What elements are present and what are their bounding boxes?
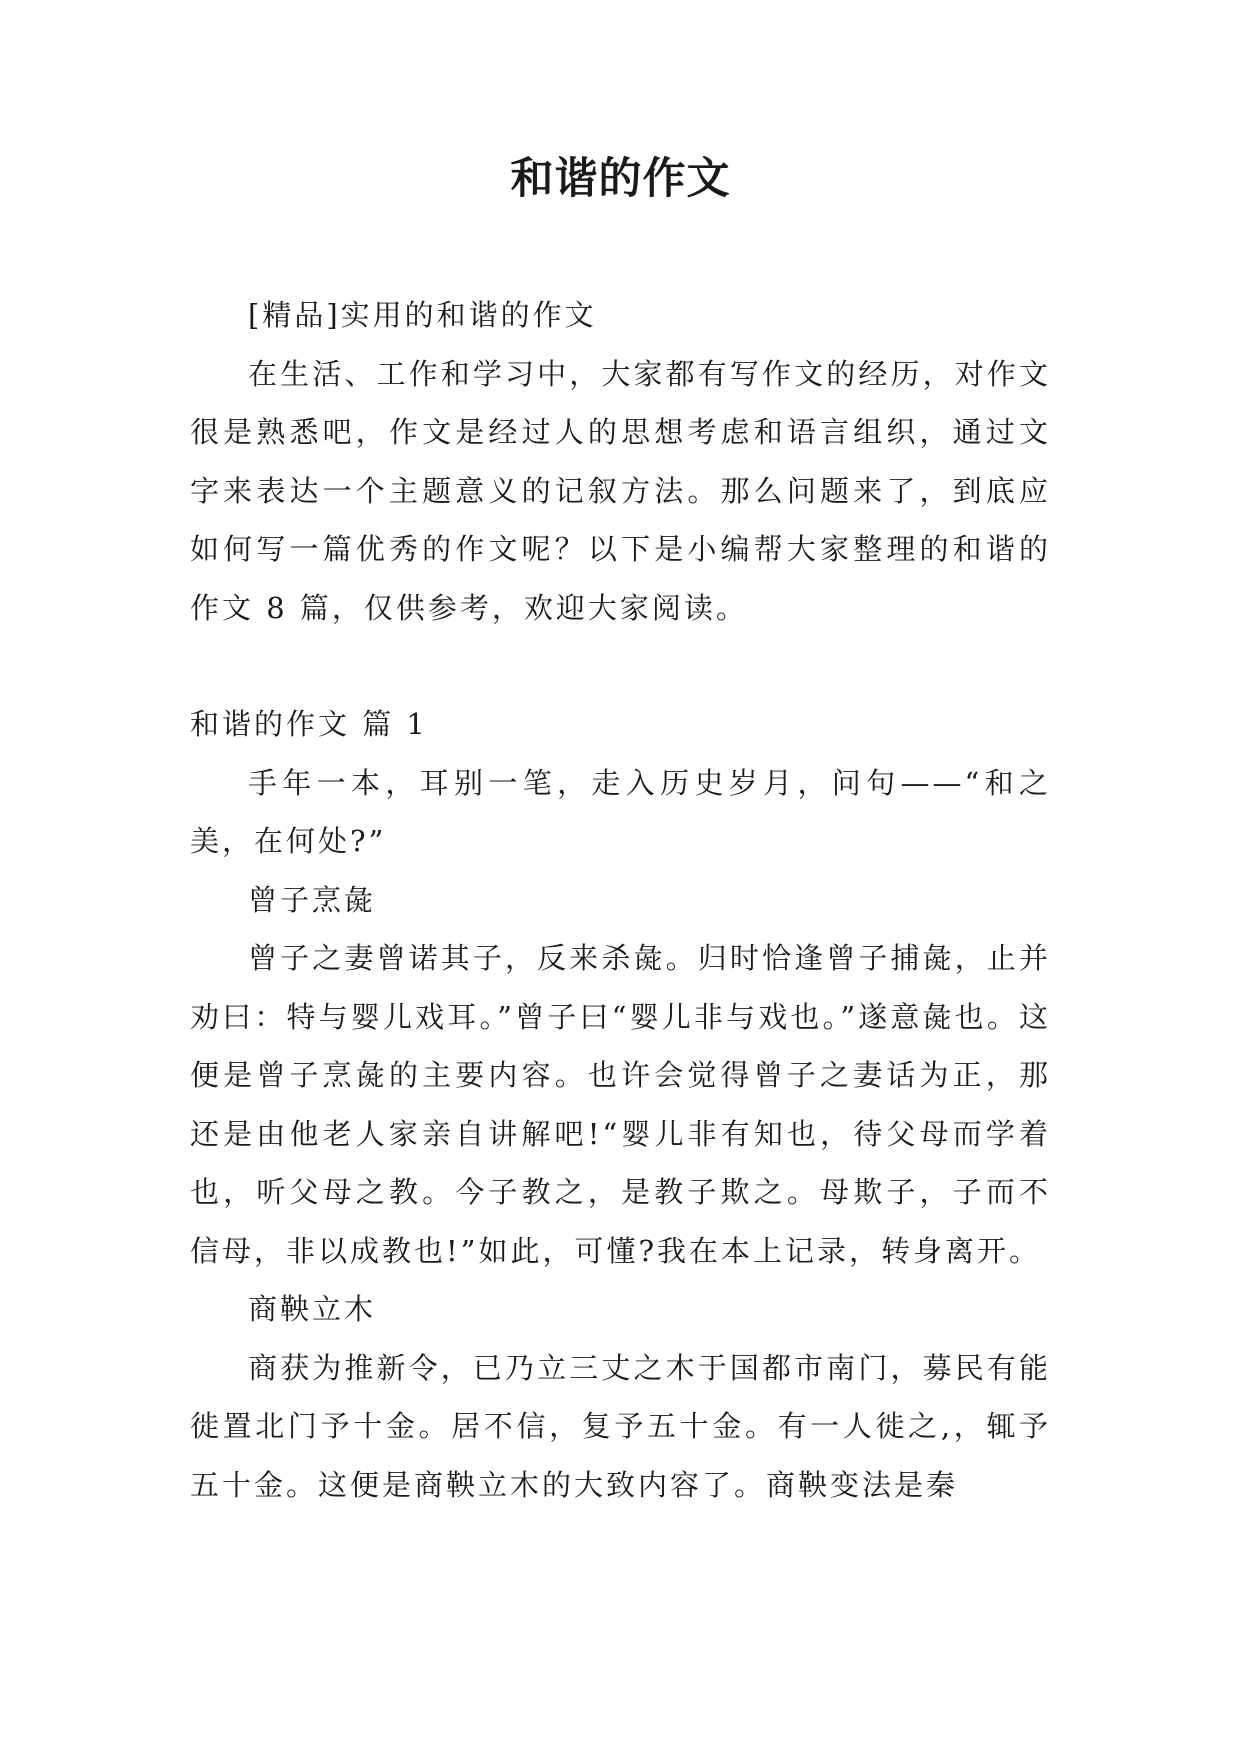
document-body (190, 286, 1051, 1514)
document-title: 和谐的作文 (510, 154, 731, 204)
story-heading: 曾子烹彘 (248, 882, 377, 917)
intro-paragraph: 在生活、工作和学习中，大家都有写作文的经历，对作文很是熟悉吧，作文是经过人的思想考虑和语言组织，通过文字来表达一个主题意义的记叙方法。那么问题来了，到底应如何写一篇优秀的作文呢？以下是小编帮大家整理的和谐的作文 8 篇，仅供参考，欢迎大家阅读。 (190, 356, 1051, 625)
story-heading: 商鞅立木 (248, 1292, 377, 1326)
story-paragraph: 曾子之妻曾诺其子，反来杀彘。归时恰逢曾子捕彘，止并劝曰：特与婴儿戏耳。”曾子曰“婴儿非与戏也。”遂意彘也。这便是曾子烹彘的主要内容。也许会觉得曾子之妻话为正，那还是由他老人家亲自讲解吧!“婴儿非有知也，待父母而学着也，听父母之教。今子教之，是教子欺之。母欺子，子而不信母，非以成教也!”如此，可懂?我在本上记录，转身离开。 (190, 941, 1051, 1268)
document-subtitle: [精品]实用的和谐的作文 (248, 298, 597, 332)
opening-paragraph: 手年一本，耳别一笔，走入历史岁月，问句——“和之美，在何处?” (190, 765, 1051, 858)
story-paragraph: 商获为推新令，已乃立三丈之木于国都市南门，募民有能徙置北门予十金。居不信，复予五十金。有一人徙之,，辄予五十金。这便是商鞅立木的大致内容了。商鞅变法是秦 (190, 1350, 1051, 1502)
section-heading: 和谐的作文 篇 1 (190, 707, 428, 741)
